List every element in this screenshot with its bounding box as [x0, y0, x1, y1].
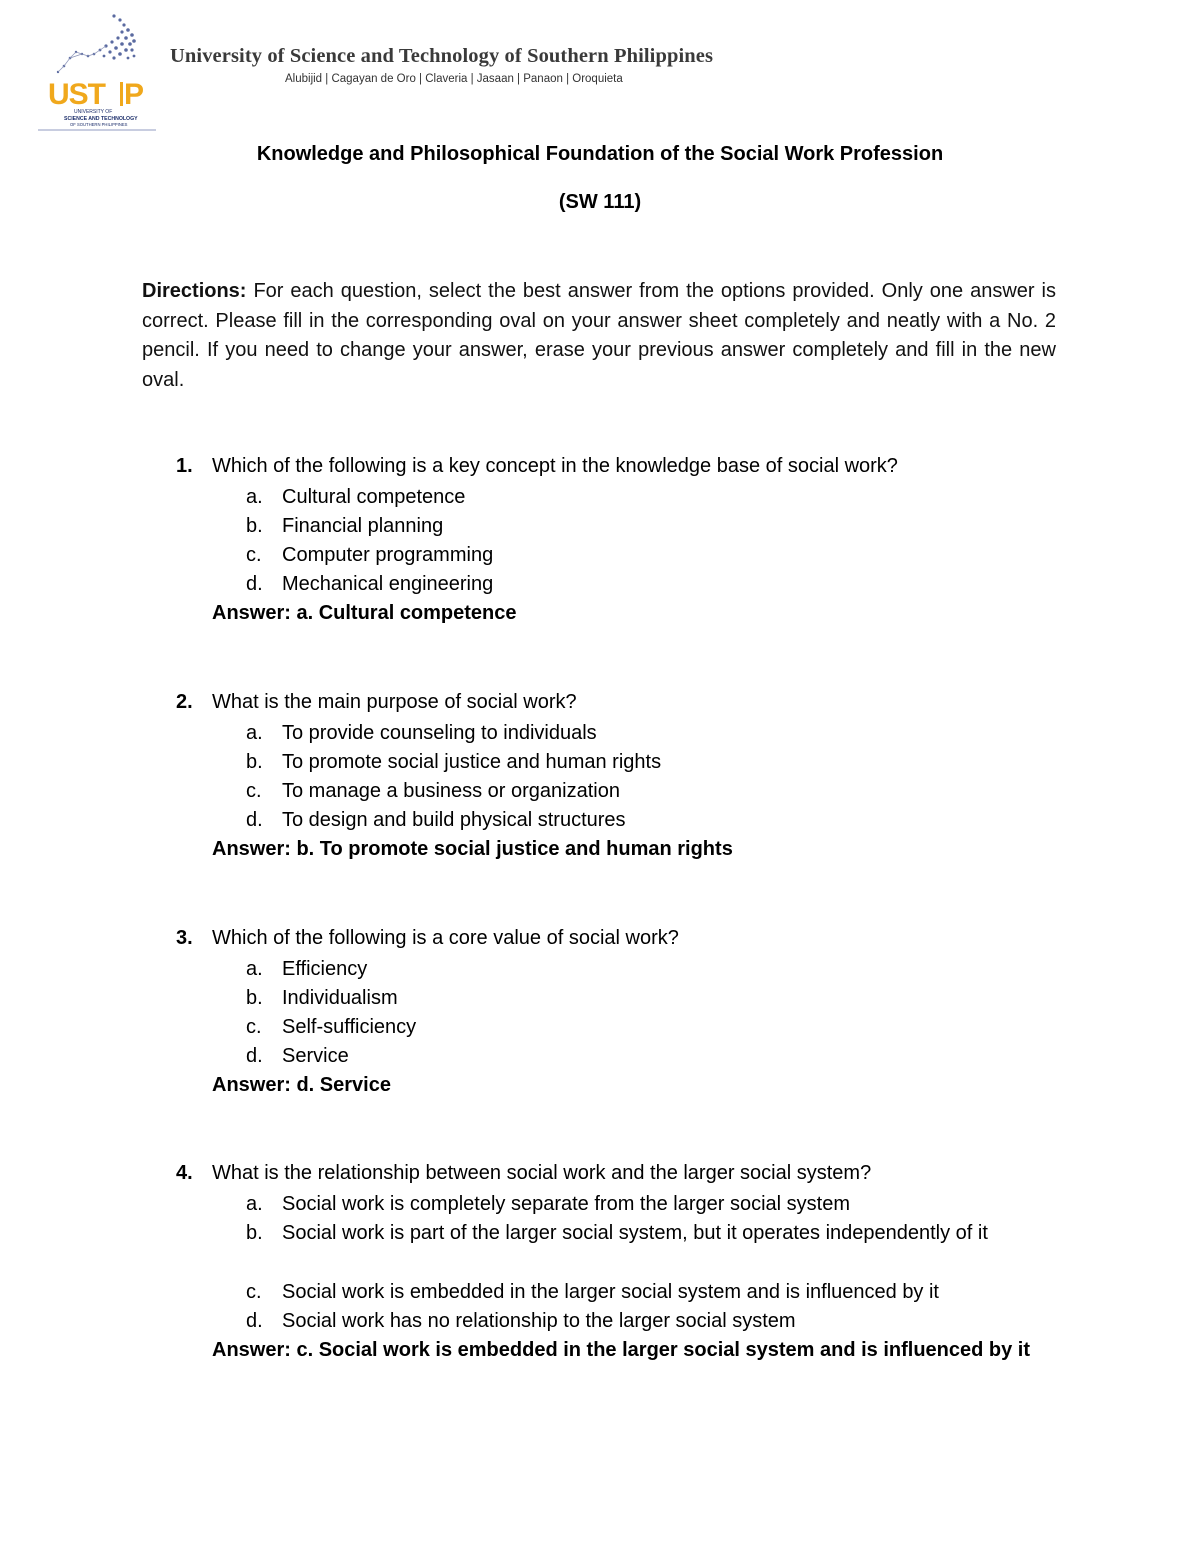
answer-key: Answer: d. Service — [212, 1074, 391, 1096]
option-letter: a. — [246, 1193, 263, 1215]
question-number: 4. — [176, 1162, 193, 1184]
university-name: University of Science and Technology of Southern Philippines — [170, 45, 714, 67]
option-letter: d. — [246, 1310, 263, 1332]
course-title: Knowledge and Philosophical Foundation of the Social Work Profession — [256, 143, 944, 165]
option-c — [246, 1278, 1056, 1307]
directions-label: Directions: — [142, 280, 247, 302]
question-number: 1. — [176, 455, 193, 477]
answer-key: Answer: b. To promote social justice and human rights — [212, 838, 733, 860]
option-letter: d. — [246, 573, 263, 595]
option-b — [246, 748, 1056, 777]
option-text: Social work has no relationship to the larger social system — [282, 1310, 796, 1332]
option-b — [246, 1219, 1056, 1248]
question-stem — [176, 455, 1200, 478]
svg-text:SCIENCE AND TECHNOLOGY: SCIENCE AND TECHNOLOGY — [64, 116, 138, 122]
option-b — [246, 984, 1056, 1013]
svg-text:OF SOUTHERN PHILIPPINES: OF SOUTHERN PHILIPPINES — [70, 122, 128, 127]
option-letter: b. — [246, 987, 263, 1009]
option-a — [246, 955, 1056, 984]
option-letter: c. — [246, 1016, 262, 1038]
option-text: Individualism — [282, 987, 398, 1009]
option-text: Service — [282, 1045, 349, 1067]
option-text: Self-sufficiency — [282, 1016, 417, 1038]
option-letter: d. — [246, 809, 263, 831]
option-letter: b. — [246, 515, 263, 537]
option-letter: b. — [246, 751, 263, 773]
course-code: (SW 111) — [558, 191, 642, 213]
answer-key: Answer: a. Cultural competence — [212, 602, 517, 624]
option-c — [246, 541, 1056, 570]
option-text: Social work is embedded in the larger social system and is influenced by it — [282, 1281, 939, 1303]
directions-paragraph — [142, 277, 1056, 395]
question-text: What is the main purpose of social work? — [212, 691, 577, 713]
question-text: Which of the following is a core value of social work? — [212, 927, 679, 949]
question-number: 2. — [176, 691, 193, 713]
option-text: Financial planning — [282, 515, 444, 537]
question-text: What is the relationship between social work and the larger social system? — [212, 1162, 872, 1184]
option-text: To design and build physical structures — [282, 809, 626, 831]
ustp-logo-graphic — [34, 10, 164, 136]
svg-text:UST: UST — [48, 78, 105, 111]
option-d — [246, 806, 1056, 835]
option-text: Computer programming — [282, 544, 494, 566]
option-c — [246, 1013, 1056, 1042]
answer-key: Answer: c. Social work is embedded in the larger social system and is influenced by it — [212, 1339, 1031, 1361]
svg-text:UNIVERSITY OF: UNIVERSITY OF — [74, 109, 113, 115]
option-letter: b. — [246, 1222, 263, 1244]
option-text: Efficiency — [282, 958, 368, 980]
ustp-logo — [34, 10, 164, 136]
option-c — [246, 777, 1056, 806]
option-letter: a. — [246, 486, 263, 508]
option-letter: c. — [246, 1281, 262, 1303]
option-d — [246, 1307, 1056, 1336]
document-header — [0, 0, 1200, 140]
option-a — [246, 483, 1056, 512]
option-text: Cultural competence — [282, 486, 466, 508]
question-stem — [176, 1162, 1200, 1185]
option-text: To promote social justice and human rights — [282, 751, 662, 773]
option-text: Social work is completely separate from the larger social system — [282, 1193, 850, 1215]
option-letter: c. — [246, 780, 262, 802]
option-d — [246, 1042, 1056, 1071]
option-text: To manage a business or organization — [282, 780, 620, 802]
directions-text: For each question, select the best answer from the options provided. Only one answer is correct. Please fill in the corresponding oval on your answer sheet completely and neatly with a No. 2 pencil. If you need to change your answer, erase your previous answer completely and fill in the new oval. — [142, 280, 1056, 391]
option-d — [246, 570, 1056, 599]
option-letter: a. — [246, 958, 263, 980]
option-b — [246, 512, 1056, 541]
question-number: 3. — [176, 927, 193, 949]
option-letter: d. — [246, 1045, 263, 1067]
option-a — [246, 1190, 1056, 1219]
question-text: Which of the following is a key concept in the knowledge base of social work? — [212, 455, 898, 477]
option-text: To provide counseling to individuals — [282, 722, 597, 744]
option-letter: a. — [246, 722, 263, 744]
question-stem — [176, 927, 1200, 950]
question-stem — [176, 691, 1200, 714]
campus-list: Alubijid | Cagayan de Oro | Claveria | Jasaan | Panaon | Oroquieta — [285, 73, 623, 85]
option-letter: c. — [246, 544, 262, 566]
option-a — [246, 719, 1056, 748]
option-text: Mechanical engineering — [282, 573, 494, 595]
svg-text:P: P — [124, 78, 145, 111]
option-text: Social work is part of the larger social system, but it operates independently of it — [282, 1222, 988, 1244]
